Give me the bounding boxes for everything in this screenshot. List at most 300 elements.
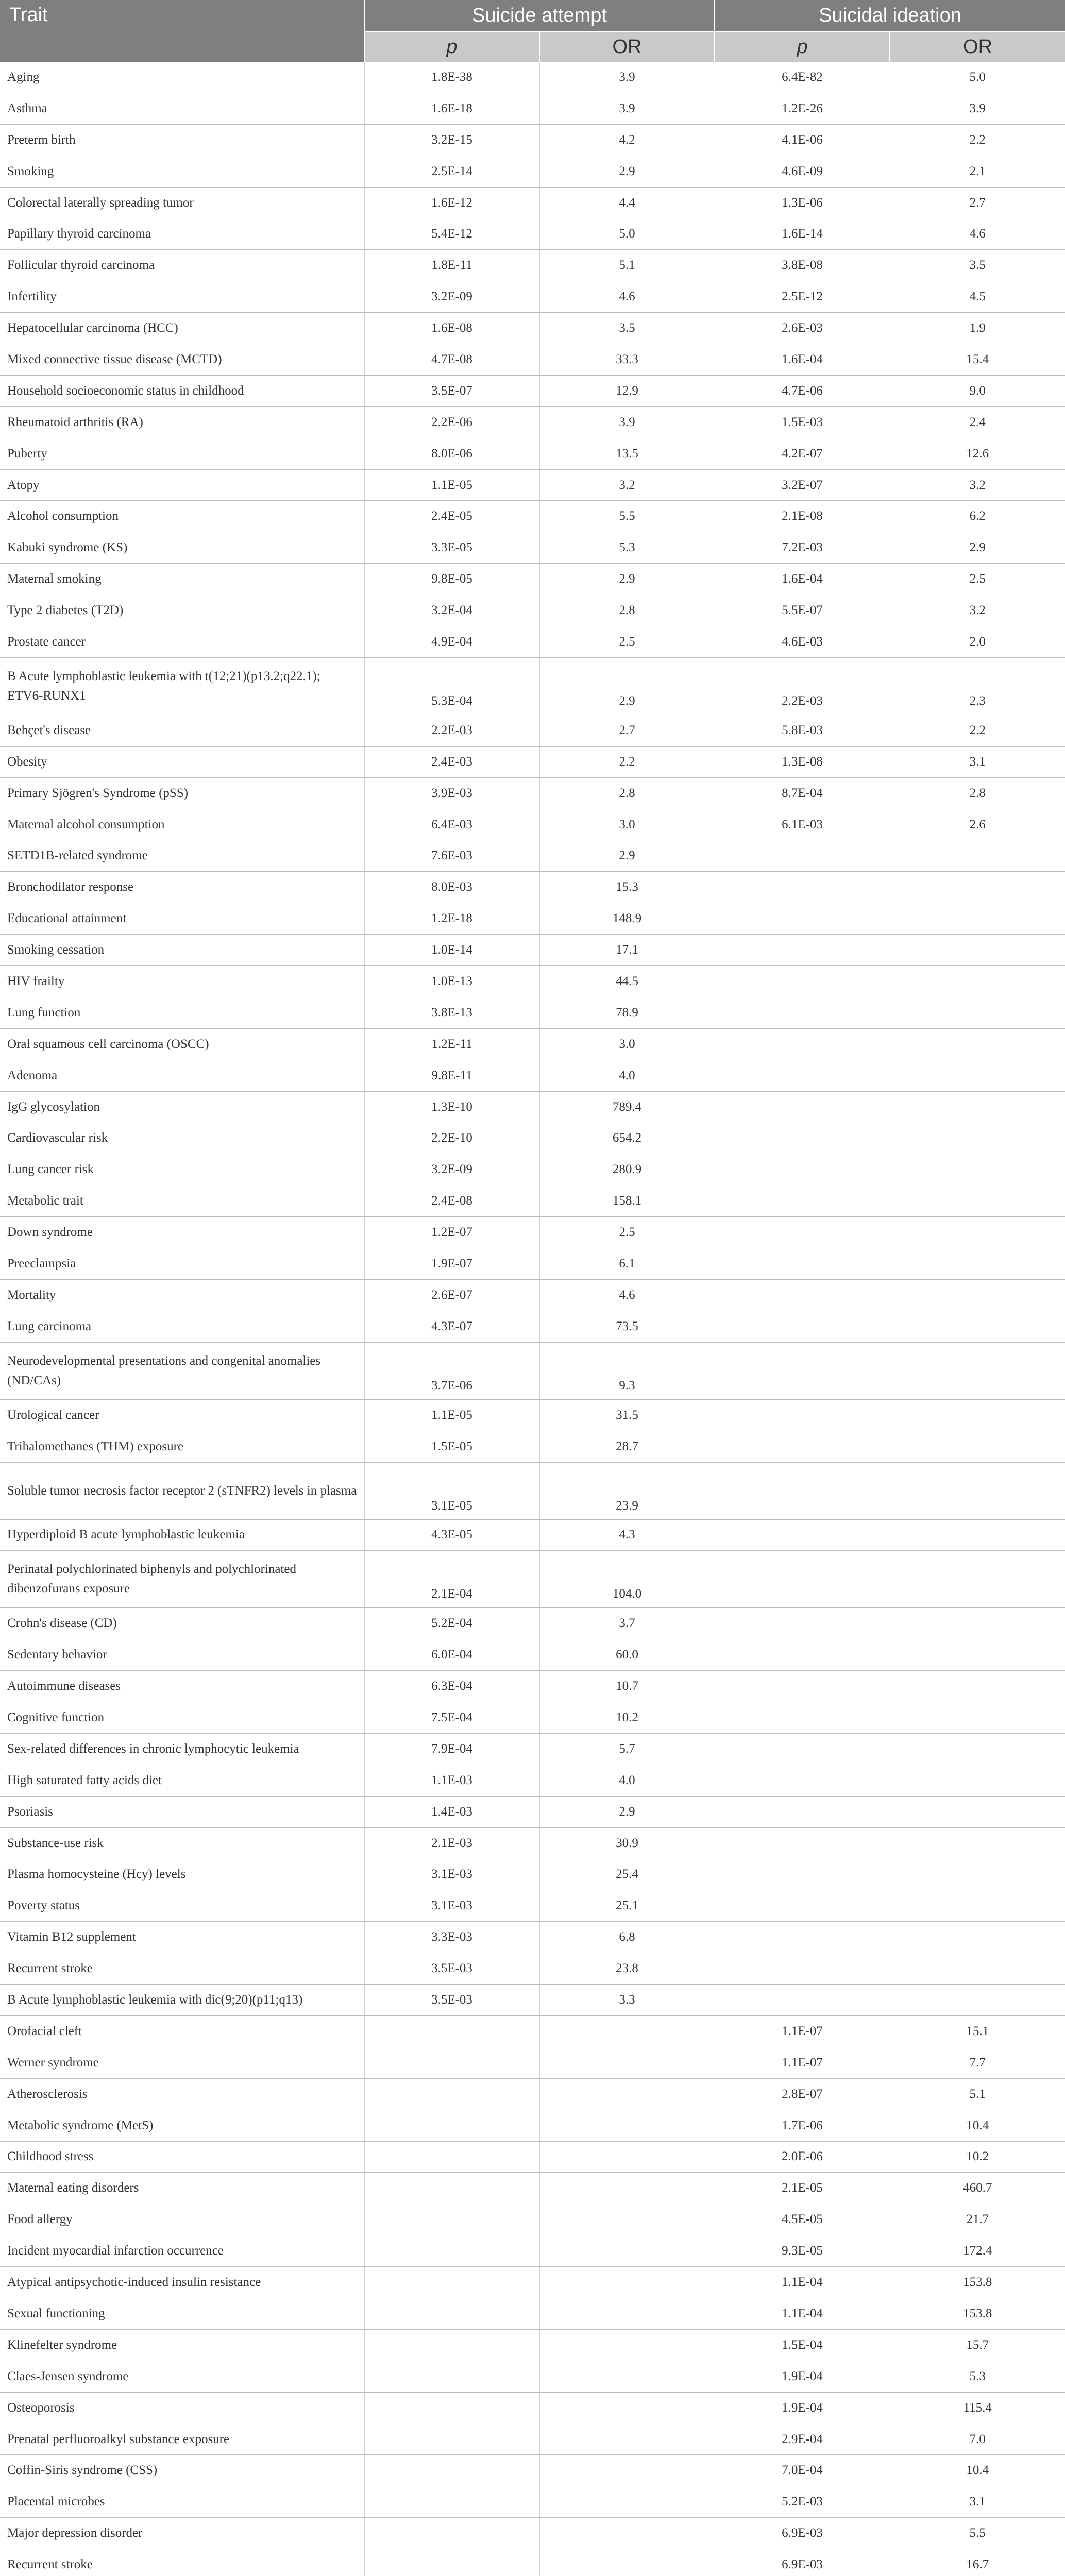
suicide-attempt-p-cell: 3.3E-03 bbox=[364, 1922, 539, 1953]
suicide-attempt-or-cell: 3.9 bbox=[539, 406, 715, 438]
table-body bbox=[0, 62, 1065, 2576]
suicide-attempt-p-cell: 5.3E-04 bbox=[364, 657, 539, 715]
trait-cell: Atypical antipsychotic-induced insulin resistance bbox=[0, 2267, 364, 2298]
table-row bbox=[0, 187, 1065, 218]
trait-cell: IgG glycosylation bbox=[0, 1091, 364, 1123]
trait-cell: Infertility bbox=[0, 281, 364, 313]
trait-cell: HIV frailty bbox=[0, 966, 364, 997]
trait-cell: Prenatal perfluoroalkyl substance exposure bbox=[0, 2424, 364, 2455]
suicide-attempt-p-cell: 2.6E-07 bbox=[364, 1279, 539, 1311]
suicide-attempt-p-cell bbox=[364, 2329, 539, 2361]
suicidal-ideation-p-cell bbox=[715, 966, 890, 997]
table-row bbox=[0, 406, 1065, 438]
suicidal-ideation-or-cell bbox=[890, 1639, 1065, 1671]
table-row bbox=[0, 1060, 1065, 1091]
table-row bbox=[0, 1462, 1065, 1519]
suicidal-ideation-p-cell: 8.7E-04 bbox=[715, 777, 890, 809]
suicide-attempt-p-cell bbox=[364, 2267, 539, 2298]
suicide-attempt-p-cell: 6.3E-04 bbox=[364, 1671, 539, 1702]
suicidal-ideation-or-cell bbox=[890, 1217, 1065, 1248]
suicidal-ideation-p-cell: 1.3E-08 bbox=[715, 746, 890, 777]
suicide-attempt-p-cell bbox=[364, 2204, 539, 2235]
suicide-attempt-p-cell: 2.4E-03 bbox=[364, 746, 539, 777]
suicidal-ideation-p-cell: 1.1E-04 bbox=[715, 2267, 890, 2298]
trait-cell: High saturated fatty acids diet bbox=[0, 1765, 364, 1796]
table-row bbox=[0, 595, 1065, 626]
suicide-attempt-or-cell: 2.9 bbox=[539, 1796, 715, 1827]
suicidal-ideation-or-cell bbox=[890, 1399, 1065, 1431]
trait-cell: Major depression disorder bbox=[0, 2518, 364, 2549]
suicidal-ideation-p-cell bbox=[715, 1953, 890, 1985]
trait-cell: Adenoma bbox=[0, 1060, 364, 1091]
table-row bbox=[0, 1399, 1065, 1431]
suicide-attempt-p-cell: 7.6E-03 bbox=[364, 840, 539, 872]
table-row bbox=[0, 2549, 1065, 2576]
trait-cell: Primary Sjögren's Syndrome (pSS) bbox=[0, 777, 364, 809]
suicide-attempt-or-cell bbox=[539, 2141, 715, 2173]
trait-cell: Smoking bbox=[0, 156, 364, 187]
suicide-attempt-p-header: p bbox=[364, 31, 539, 62]
table-row bbox=[0, 2518, 1065, 2549]
table-row bbox=[0, 1796, 1065, 1827]
suicidal-ideation-p-cell: 7.0E-04 bbox=[715, 2455, 890, 2486]
table-row bbox=[0, 809, 1065, 840]
suicidal-ideation-or-cell bbox=[890, 997, 1065, 1028]
table-row bbox=[0, 1154, 1065, 1185]
trait-cell: Substance-use risk bbox=[0, 1827, 364, 1859]
suicidal-ideation-p-header: p bbox=[715, 31, 890, 62]
suicidal-ideation-p-cell: 1.9E-04 bbox=[715, 2392, 890, 2424]
suicide-attempt-p-cell: 2.4E-05 bbox=[364, 501, 539, 532]
suicidal-ideation-or-cell: 5.3 bbox=[890, 2361, 1065, 2392]
suicide-attempt-p-cell: 1.2E-18 bbox=[364, 903, 539, 935]
suicide-attempt-p-cell: 2.2E-06 bbox=[364, 406, 539, 438]
table-row bbox=[0, 2298, 1065, 2330]
trait-cell: Aging bbox=[0, 62, 364, 93]
suicide-attempt-or-cell: 158.1 bbox=[539, 1185, 715, 1217]
suicidal-ideation-p-cell: 1.6E-14 bbox=[715, 218, 890, 250]
table-row bbox=[0, 2204, 1065, 2235]
trait-cell: Placental microbes bbox=[0, 2486, 364, 2518]
suicidal-ideation-or-cell: 460.7 bbox=[890, 2173, 1065, 2204]
trait-cell: Household socioeconomic status in childhood bbox=[0, 375, 364, 406]
table-row bbox=[0, 532, 1065, 564]
table-row bbox=[0, 2361, 1065, 2392]
suicidal-ideation-or-cell: 21.7 bbox=[890, 2204, 1065, 2235]
trait-cell: Vitamin B12 supplement bbox=[0, 1922, 364, 1953]
trait-cell: Rheumatoid arthritis (RA) bbox=[0, 406, 364, 438]
suicidal-ideation-or-cell: 16.7 bbox=[890, 2549, 1065, 2576]
trait-cell: Orofacial cleft bbox=[0, 2015, 364, 2047]
trait-cell: Atherosclerosis bbox=[0, 2078, 364, 2110]
suicidal-ideation-p-cell bbox=[715, 1248, 890, 1280]
table-row bbox=[0, 2486, 1065, 2518]
suicide-attempt-p-cell: 3.1E-03 bbox=[364, 1859, 539, 1890]
suicide-attempt-or-cell: 23.9 bbox=[539, 1462, 715, 1519]
suicide-attempt-or-cell: 73.5 bbox=[539, 1311, 715, 1342]
trait-cell: Metabolic syndrome (MetS) bbox=[0, 2110, 364, 2141]
suicide-attempt-or-cell bbox=[539, 2015, 715, 2047]
table-row bbox=[0, 501, 1065, 532]
suicidal-ideation-or-cell bbox=[890, 872, 1065, 903]
suicide-attempt-or-cell bbox=[539, 2173, 715, 2204]
trait-cell: Sedentary behavior bbox=[0, 1639, 364, 1671]
table-row bbox=[0, 2455, 1065, 2486]
suicide-attempt-p-cell: 3.9E-03 bbox=[364, 777, 539, 809]
suicidal-ideation-p-cell bbox=[715, 903, 890, 935]
suicidal-ideation-or-cell bbox=[890, 1890, 1065, 1922]
trait-cell: Cardiovascular risk bbox=[0, 1123, 364, 1154]
suicide-attempt-p-cell bbox=[364, 2173, 539, 2204]
suicide-attempt-p-cell: 2.4E-08 bbox=[364, 1185, 539, 1217]
suicidal-ideation-p-cell bbox=[715, 1551, 890, 1608]
suicide-attempt-or-cell: 3.5 bbox=[539, 313, 715, 344]
trait-cell: Perinatal polychlorinated biphenyls and polychlorinated dibenzofurans exposure bbox=[0, 1551, 364, 1608]
suicidal-ideation-or-cell: 1.9 bbox=[890, 313, 1065, 344]
trait-cell: Maternal smoking bbox=[0, 564, 364, 595]
suicide-attempt-p-cell: 3.2E-09 bbox=[364, 1154, 539, 1185]
suicidal-ideation-p-cell bbox=[715, 1671, 890, 1702]
trait-cell: Werner syndrome bbox=[0, 2047, 364, 2078]
suicide-attempt-p-cell: 3.2E-04 bbox=[364, 595, 539, 626]
suicide-attempt-or-cell: 2.9 bbox=[539, 840, 715, 872]
suicide-attempt-p-cell bbox=[364, 2298, 539, 2330]
suicidal-ideation-or-cell bbox=[890, 1279, 1065, 1311]
table-row bbox=[0, 1551, 1065, 1608]
table-row bbox=[0, 872, 1065, 903]
table-row bbox=[0, 1248, 1065, 1280]
suicidal-ideation-p-cell: 6.1E-03 bbox=[715, 809, 890, 840]
suicide-attempt-p-cell bbox=[364, 2047, 539, 2078]
suicide-attempt-or-cell: 2.2 bbox=[539, 746, 715, 777]
suicidal-ideation-or-cell: 15.7 bbox=[890, 2329, 1065, 2361]
suicide-attempt-or-cell: 5.0 bbox=[539, 218, 715, 250]
trait-cell: Mortality bbox=[0, 1279, 364, 1311]
suicide-attempt-p-cell: 6.4E-03 bbox=[364, 809, 539, 840]
suicidal-ideation-or-cell bbox=[890, 1671, 1065, 1702]
table-row bbox=[0, 2235, 1065, 2267]
suicidal-ideation-or-cell: 2.1 bbox=[890, 156, 1065, 187]
trait-cell: Puberty bbox=[0, 438, 364, 469]
suicide-attempt-or-cell bbox=[539, 2204, 715, 2235]
suicidal-ideation-or-cell bbox=[890, 1765, 1065, 1796]
table-row bbox=[0, 2078, 1065, 2110]
table-row bbox=[0, 2329, 1065, 2361]
suicidal-ideation-p-cell bbox=[715, 1922, 890, 1953]
suicide-attempt-p-cell bbox=[364, 2424, 539, 2455]
suicidal-ideation-p-cell bbox=[715, 1154, 890, 1185]
suicidal-ideation-p-cell: 6.9E-03 bbox=[715, 2549, 890, 2576]
suicidal-ideation-or-cell bbox=[890, 1185, 1065, 1217]
suicidal-ideation-or-cell bbox=[890, 1091, 1065, 1123]
trait-cell: Trihalomethanes (THM) exposure bbox=[0, 1431, 364, 1462]
suicide-attempt-p-cell: 2.2E-10 bbox=[364, 1123, 539, 1154]
suicide-attempt-or-cell bbox=[539, 2078, 715, 2110]
suicide-attempt-p-cell: 4.3E-05 bbox=[364, 1519, 539, 1551]
suicidal-ideation-p-cell bbox=[715, 1462, 890, 1519]
suicidal-ideation-p-cell bbox=[715, 1765, 890, 1796]
table-row bbox=[0, 375, 1065, 406]
suicide-attempt-or-cell bbox=[539, 2110, 715, 2141]
trait-cell: Papillary thyroid carcinoma bbox=[0, 218, 364, 250]
trait-cell: Psoriasis bbox=[0, 1796, 364, 1827]
table-row bbox=[0, 2141, 1065, 2173]
trait-cell: Urological cancer bbox=[0, 1399, 364, 1431]
suicide-attempt-p-cell: 3.2E-15 bbox=[364, 124, 539, 156]
suicidal-ideation-or-cell bbox=[890, 1922, 1065, 1953]
suicide-attempt-or-cell: 60.0 bbox=[539, 1639, 715, 1671]
table-row bbox=[0, 1953, 1065, 1985]
suicidal-ideation-or-cell: 10.4 bbox=[890, 2110, 1065, 2141]
table-row bbox=[0, 1091, 1065, 1123]
suicide-attempt-or-cell: 4.3 bbox=[539, 1519, 715, 1551]
table-row bbox=[0, 997, 1065, 1028]
suicidal-ideation-p-cell: 1.1E-04 bbox=[715, 2298, 890, 2330]
suicide-attempt-p-cell: 1.2E-07 bbox=[364, 1217, 539, 1248]
trait-cell: Poverty status bbox=[0, 1890, 364, 1922]
suicidal-ideation-or-cell bbox=[890, 1953, 1065, 1985]
suicidal-ideation-p-cell: 1.9E-04 bbox=[715, 2361, 890, 2392]
suicide-attempt-p-cell: 8.0E-06 bbox=[364, 438, 539, 469]
suicide-attempt-p-cell: 1.1E-03 bbox=[364, 1765, 539, 1796]
trait-cell: Crohn's disease (CD) bbox=[0, 1608, 364, 1639]
suicide-attempt-or-cell bbox=[539, 2361, 715, 2392]
trait-cell: Incident myocardial infarction occurrence bbox=[0, 2235, 364, 2267]
suicide-attempt-group-header: Suicide attempt bbox=[364, 0, 715, 31]
suicide-attempt-p-cell: 1.8E-38 bbox=[364, 62, 539, 93]
suicidal-ideation-p-cell: 6.9E-03 bbox=[715, 2518, 890, 2549]
suicide-attempt-p-cell: 5.2E-04 bbox=[364, 1608, 539, 1639]
suicide-attempt-or-cell: 2.5 bbox=[539, 1217, 715, 1248]
suicide-attempt-p-cell: 1.5E-05 bbox=[364, 1431, 539, 1462]
suicide-attempt-p-cell: 9.8E-05 bbox=[364, 564, 539, 595]
trait-cell: Recurrent stroke bbox=[0, 1953, 364, 1985]
table-row bbox=[0, 903, 1065, 935]
table-row bbox=[0, 2267, 1065, 2298]
suicidal-ideation-or-cell bbox=[890, 903, 1065, 935]
suicidal-ideation-or-cell: 7.7 bbox=[890, 2047, 1065, 2078]
suicidal-ideation-or-cell bbox=[890, 1028, 1065, 1060]
table-row bbox=[0, 93, 1065, 124]
table-row bbox=[0, 1279, 1065, 1311]
suicidal-ideation-p-cell: 7.2E-03 bbox=[715, 532, 890, 564]
suicide-attempt-p-cell: 1.8E-11 bbox=[364, 250, 539, 281]
suicide-attempt-or-cell: 28.7 bbox=[539, 1431, 715, 1462]
suicide-attempt-or-cell bbox=[539, 2235, 715, 2267]
suicidal-ideation-p-cell: 3.2E-07 bbox=[715, 469, 890, 501]
trait-cell: SETD1B-related syndrome bbox=[0, 840, 364, 872]
table-row bbox=[0, 1519, 1065, 1551]
suicidal-ideation-or-cell bbox=[890, 1154, 1065, 1185]
suicide-attempt-or-cell bbox=[539, 2298, 715, 2330]
suicide-attempt-or-cell: 33.3 bbox=[539, 344, 715, 376]
suicide-attempt-or-cell: 2.9 bbox=[539, 156, 715, 187]
suicidal-ideation-p-cell: 2.1E-08 bbox=[715, 501, 890, 532]
trait-cell: Preterm birth bbox=[0, 124, 364, 156]
suicide-attempt-or-cell: 789.4 bbox=[539, 1091, 715, 1123]
suicidal-ideation-p-cell: 4.2E-07 bbox=[715, 438, 890, 469]
suicidal-ideation-or-cell: 15.1 bbox=[890, 2015, 1065, 2047]
trait-cell: Asthma bbox=[0, 93, 364, 124]
suicide-attempt-or-cell: 4.0 bbox=[539, 1060, 715, 1091]
suicide-attempt-or-cell: 15.3 bbox=[539, 872, 715, 903]
trait-cell: Oral squamous cell carcinoma (OSCC) bbox=[0, 1028, 364, 1060]
suicide-attempt-or-cell: 78.9 bbox=[539, 997, 715, 1028]
suicide-attempt-p-cell bbox=[364, 2078, 539, 2110]
suicidal-ideation-or-cell: 115.4 bbox=[890, 2392, 1065, 2424]
trait-cell: Lung function bbox=[0, 997, 364, 1028]
suicide-attempt-p-cell: 1.6E-08 bbox=[364, 313, 539, 344]
suicidal-ideation-p-cell bbox=[715, 935, 890, 966]
trait-cell: Osteoporosis bbox=[0, 2392, 364, 2424]
suicidal-ideation-p-cell bbox=[715, 1796, 890, 1827]
suicide-attempt-p-cell: 1.6E-12 bbox=[364, 187, 539, 218]
suicide-attempt-p-cell bbox=[364, 2015, 539, 2047]
suicidal-ideation-p-cell: 4.6E-09 bbox=[715, 156, 890, 187]
trait-cell: Coffin-Siris syndrome (CSS) bbox=[0, 2455, 364, 2486]
table-row bbox=[0, 746, 1065, 777]
suicidal-ideation-or-cell: 3.2 bbox=[890, 595, 1065, 626]
trait-cell: Behçet's disease bbox=[0, 715, 364, 746]
suicide-attempt-p-cell bbox=[364, 2486, 539, 2518]
suicide-attempt-p-cell bbox=[364, 2235, 539, 2267]
table-row bbox=[0, 124, 1065, 156]
suicidal-ideation-p-cell: 2.9E-04 bbox=[715, 2424, 890, 2455]
trait-cell: Recurrent stroke bbox=[0, 2549, 364, 2576]
suicide-attempt-or-cell: 4.0 bbox=[539, 1765, 715, 1796]
trait-cell: Lung cancer risk bbox=[0, 1154, 364, 1185]
trait-cell: B Acute lymphoblastic leukemia with dic(9;20)(p11;q13) bbox=[0, 1985, 364, 2016]
trait-cell: Metabolic trait bbox=[0, 1185, 364, 1217]
suicide-attempt-or-cell: 2.8 bbox=[539, 777, 715, 809]
suicidal-ideation-or-cell bbox=[890, 1431, 1065, 1462]
suicidal-ideation-p-cell: 2.6E-03 bbox=[715, 313, 890, 344]
suicidal-ideation-p-cell bbox=[715, 872, 890, 903]
table-row bbox=[0, 1859, 1065, 1890]
table-row bbox=[0, 1123, 1065, 1154]
suicidal-ideation-p-cell: 6.4E-82 bbox=[715, 62, 890, 93]
suicidal-ideation-or-cell bbox=[890, 966, 1065, 997]
table-row bbox=[0, 1608, 1065, 1639]
suicide-attempt-p-cell: 5.4E-12 bbox=[364, 218, 539, 250]
suicide-attempt-or-cell: 3.9 bbox=[539, 62, 715, 93]
suicidal-ideation-p-cell bbox=[715, 1399, 890, 1431]
suicidal-ideation-p-cell bbox=[715, 1639, 890, 1671]
suicidal-ideation-p-cell: 5.5E-07 bbox=[715, 595, 890, 626]
suicidal-ideation-or-cell bbox=[890, 935, 1065, 966]
suicidal-ideation-p-cell: 1.2E-26 bbox=[715, 93, 890, 124]
suicidal-ideation-or-cell: 6.2 bbox=[890, 501, 1065, 532]
suicidal-ideation-p-cell: 9.3E-05 bbox=[715, 2235, 890, 2267]
suicidal-ideation-or-cell: 3.1 bbox=[890, 746, 1065, 777]
table-row bbox=[0, 2424, 1065, 2455]
table-row bbox=[0, 1639, 1065, 1671]
trait-cell: Alcohol consumption bbox=[0, 501, 364, 532]
suicidal-ideation-or-cell bbox=[890, 1859, 1065, 1890]
suicide-attempt-or-cell bbox=[539, 2267, 715, 2298]
table-row bbox=[0, 438, 1065, 469]
suicidal-ideation-or-cell: 5.1 bbox=[890, 2078, 1065, 2110]
suicide-attempt-p-cell: 2.2E-03 bbox=[364, 715, 539, 746]
suicidal-ideation-or-cell: 7.0 bbox=[890, 2424, 1065, 2455]
suicide-attempt-or-cell: 3.0 bbox=[539, 809, 715, 840]
header-row-groups bbox=[0, 0, 1065, 31]
table-row bbox=[0, 1890, 1065, 1922]
suicidal-ideation-p-cell: 2.5E-12 bbox=[715, 281, 890, 313]
suicidal-ideation-or-cell bbox=[890, 840, 1065, 872]
suicidal-ideation-or-cell bbox=[890, 1796, 1065, 1827]
suicidal-ideation-p-cell: 5.2E-03 bbox=[715, 2486, 890, 2518]
suicide-attempt-or-cell bbox=[539, 2549, 715, 2576]
suicide-attempt-or-cell: 2.5 bbox=[539, 626, 715, 658]
trait-cell: Food allergy bbox=[0, 2204, 364, 2235]
suicidal-ideation-p-cell: 2.0E-06 bbox=[715, 2141, 890, 2173]
suicide-attempt-p-cell: 3.5E-07 bbox=[364, 375, 539, 406]
suicidal-ideation-or-cell: 2.0 bbox=[890, 626, 1065, 658]
suicidal-ideation-or-cell: 4.6 bbox=[890, 218, 1065, 250]
suicidal-ideation-p-cell bbox=[715, 1519, 890, 1551]
suicidal-ideation-or-cell: 12.6 bbox=[890, 438, 1065, 469]
suicidal-ideation-or-cell: 5.0 bbox=[890, 62, 1065, 93]
trait-cell: Lung carcinoma bbox=[0, 1311, 364, 1342]
suicide-attempt-p-cell bbox=[364, 2549, 539, 2576]
table-row bbox=[0, 715, 1065, 746]
suicidal-ideation-p-cell: 2.1E-05 bbox=[715, 2173, 890, 2204]
table-row bbox=[0, 62, 1065, 93]
suicide-attempt-p-cell: 8.0E-03 bbox=[364, 872, 539, 903]
trait-cell: Soluble tumor necrosis factor receptor 2 (sTNFR2) levels in plasma bbox=[0, 1462, 364, 1519]
suicide-attempt-or-cell: 4.2 bbox=[539, 124, 715, 156]
suicide-attempt-p-cell: 1.1E-05 bbox=[364, 1399, 539, 1431]
suicidal-ideation-p-cell bbox=[715, 1091, 890, 1123]
trait-cell: Follicular thyroid carcinoma bbox=[0, 250, 364, 281]
suicide-attempt-or-cell: 3.9 bbox=[539, 93, 715, 124]
trait-cell: Educational attainment bbox=[0, 903, 364, 935]
suicidal-ideation-or-cell: 2.9 bbox=[890, 532, 1065, 564]
suicidal-ideation-p-cell: 1.5E-04 bbox=[715, 2329, 890, 2361]
table-row bbox=[0, 1765, 1065, 1796]
suicide-attempt-p-cell bbox=[364, 2518, 539, 2549]
table-row bbox=[0, 626, 1065, 658]
suicide-attempt-or-cell: 6.8 bbox=[539, 1922, 715, 1953]
suicide-attempt-or-cell: 3.2 bbox=[539, 469, 715, 501]
suicide-attempt-or-cell bbox=[539, 2424, 715, 2455]
suicidal-ideation-p-cell bbox=[715, 1028, 890, 1060]
suicidal-ideation-or-cell bbox=[890, 1733, 1065, 1765]
suicide-attempt-p-cell bbox=[364, 2455, 539, 2486]
trait-cell: Childhood stress bbox=[0, 2141, 364, 2173]
suicidal-ideation-p-cell bbox=[715, 1185, 890, 1217]
suicidal-ideation-or-cell: 153.8 bbox=[890, 2298, 1065, 2330]
suicidal-ideation-p-cell bbox=[715, 1123, 890, 1154]
trait-cell: Cognitive function bbox=[0, 1702, 364, 1734]
trait-column-header: Trait bbox=[0, 0, 364, 62]
suicide-attempt-or-cell: 6.1 bbox=[539, 1248, 715, 1280]
suicidal-ideation-p-cell bbox=[715, 1733, 890, 1765]
trait-cell: Obesity bbox=[0, 746, 364, 777]
suicidal-ideation-p-cell: 4.7E-06 bbox=[715, 375, 890, 406]
suicide-attempt-p-cell: 1.6E-18 bbox=[364, 93, 539, 124]
table-row bbox=[0, 1702, 1065, 1734]
suicidal-ideation-or-cell bbox=[890, 1985, 1065, 2016]
suicidal-ideation-or-cell bbox=[890, 1551, 1065, 1608]
suicidal-ideation-or-cell: 3.5 bbox=[890, 250, 1065, 281]
trait-cell: Plasma homocysteine (Hcy) levels bbox=[0, 1859, 364, 1890]
suicide-attempt-or-cell: 17.1 bbox=[539, 935, 715, 966]
suicidal-ideation-or-cell: 3.1 bbox=[890, 2486, 1065, 2518]
suicidal-ideation-p-cell bbox=[715, 1431, 890, 1462]
suicidal-ideation-p-cell: 5.8E-03 bbox=[715, 715, 890, 746]
